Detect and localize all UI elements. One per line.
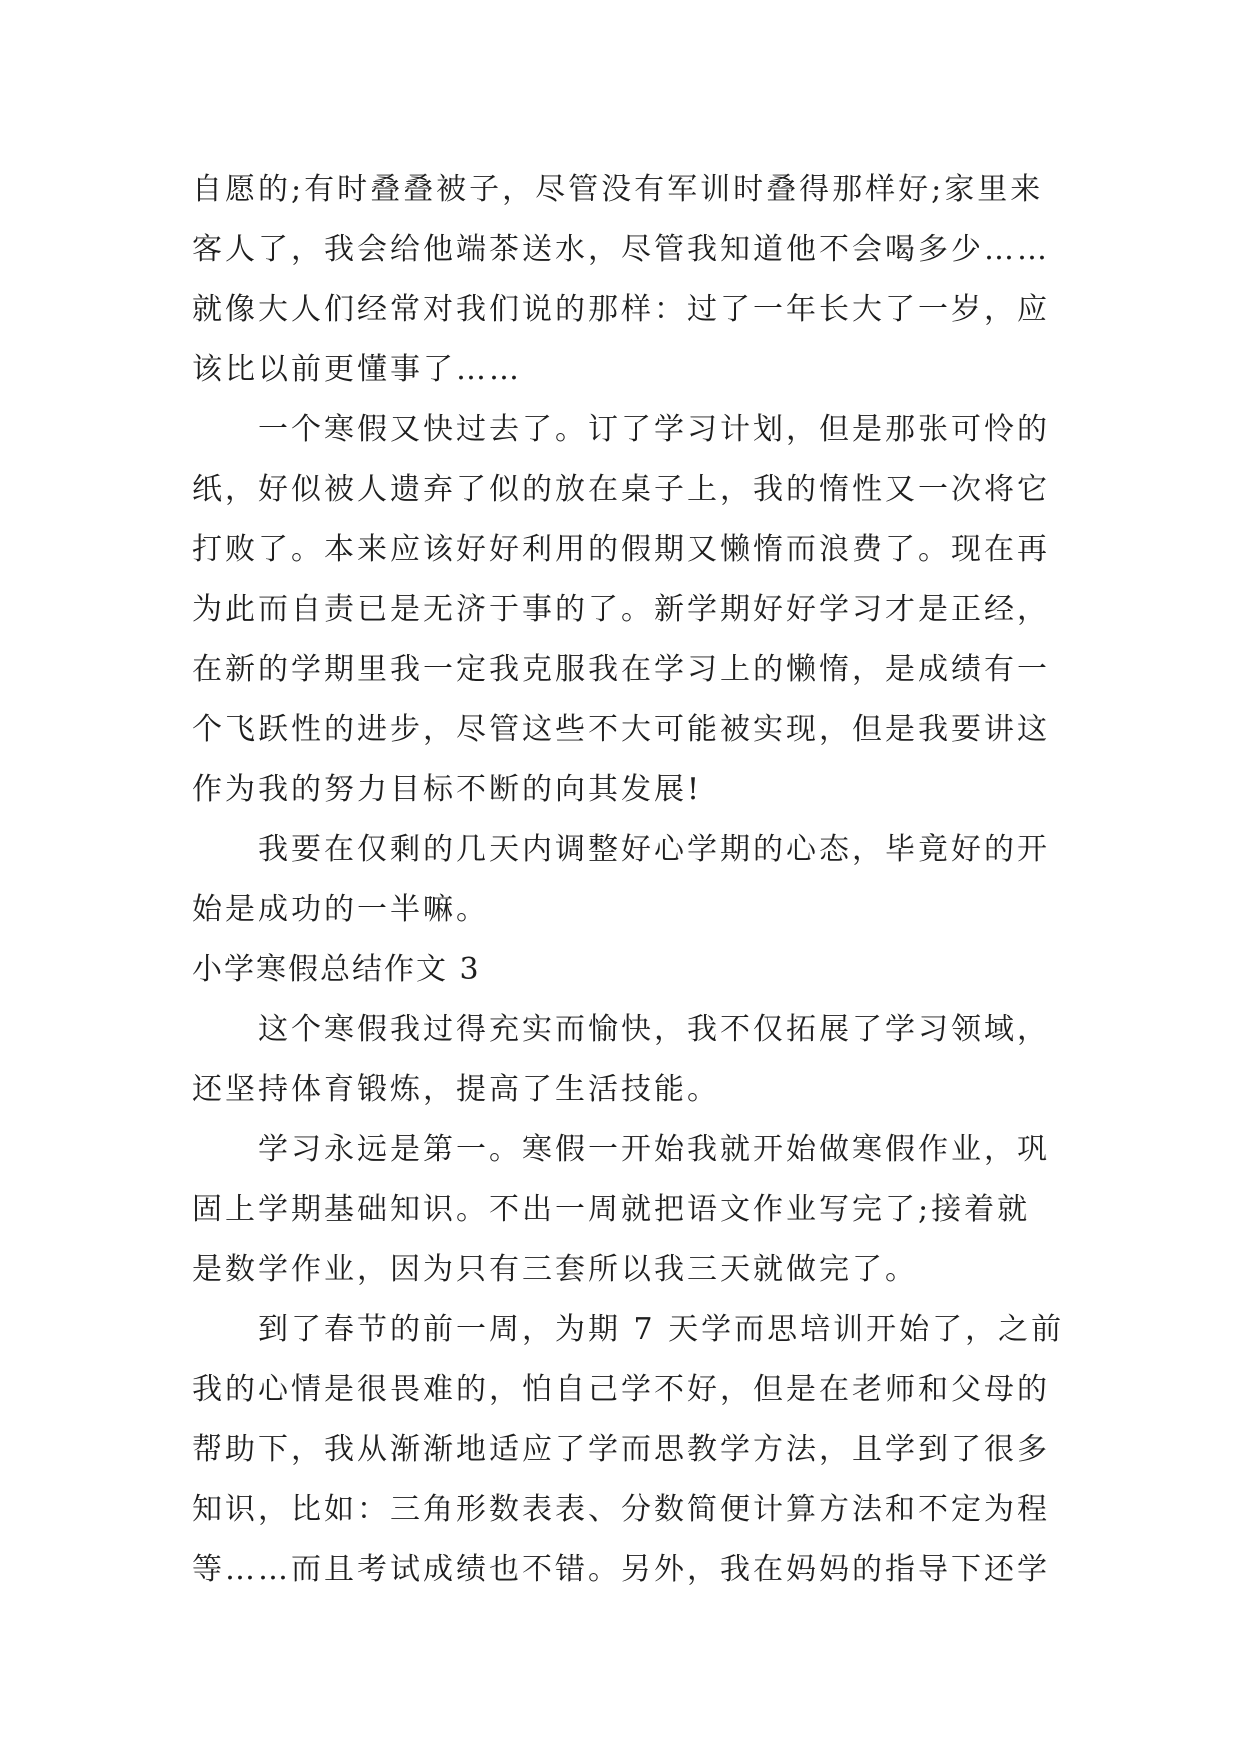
- text-line: 客人了，我会给他端茶送水，尽管我知道他不会喝多少……: [192, 232, 1050, 267]
- text-line: 纸，好似被人遗弃了似的放在桌子上，我的惰性又一次将它: [192, 472, 1050, 507]
- paragraph-first-line: 这个寒假我过得充实而愉快，我不仅拓展了学习领域，: [258, 1012, 1050, 1047]
- text-line: 就像大人们经常对我们说的那样：过了一年长大了一岁，应: [192, 292, 1050, 327]
- text-line: 自愿的;有时叠叠被子，尽管没有军训时叠得那样好;家里来: [192, 172, 1044, 207]
- paragraph-first-line: 学习永远是第一。寒假一开始我就开始做寒假作业，巩: [258, 1132, 1050, 1167]
- text-line: 作为我的努力目标不断的向其发展!: [192, 772, 703, 807]
- paragraph-first-line: 到了春节的前一周，为期 7 天学而思培训开始了，之前: [258, 1312, 1065, 1347]
- text-line: 个飞跃性的进步，尽管这些不大可能被实现，但是我要讲这: [192, 712, 1050, 747]
- text-line: 始是成功的一半嘛。: [192, 892, 489, 927]
- text-line: 知识，比如：三角形数表表、分数简便计算方法和不定为程: [192, 1492, 1050, 1527]
- text-line: 打败了。本来应该好好利用的假期又懒惰而浪费了。现在再: [192, 532, 1050, 567]
- text-line: 还坚持体育锻炼，提高了生活技能。: [192, 1072, 720, 1107]
- section-heading: 小学寒假总结作文 3: [192, 952, 481, 987]
- text-line: 等……而且考试成绩也不错。另外，我在妈妈的指导下还学: [192, 1552, 1050, 1587]
- paragraph-first-line: 我要在仅剩的几天内调整好心学期的心态，毕竟好的开: [258, 832, 1050, 867]
- text-line: 该比以前更懂事了……: [192, 352, 522, 387]
- paragraph-first-line: 一个寒假又快过去了。订了学习计划，但是那张可怜的: [258, 412, 1050, 447]
- document-body: [192, 160, 1065, 1600]
- text-line: 在新的学期里我一定我克服我在学习上的懒惰，是成绩有一: [192, 652, 1050, 687]
- text-line: 固上学期基础知识。不出一周就把语文作业写完了;接着就: [192, 1192, 1031, 1227]
- text-line: 帮助下，我从渐渐地适应了学而思教学方法，且学到了很多: [192, 1432, 1050, 1467]
- text-line: 我的心情是很畏难的，怕自己学不好，但是在老师和父母的: [192, 1372, 1050, 1407]
- text-line: 是数学作业，因为只有三套所以我三天就做完了。: [192, 1252, 918, 1287]
- text-line: 为此而自责已是无济于事的了。新学期好好学习才是正经，: [192, 592, 1050, 627]
